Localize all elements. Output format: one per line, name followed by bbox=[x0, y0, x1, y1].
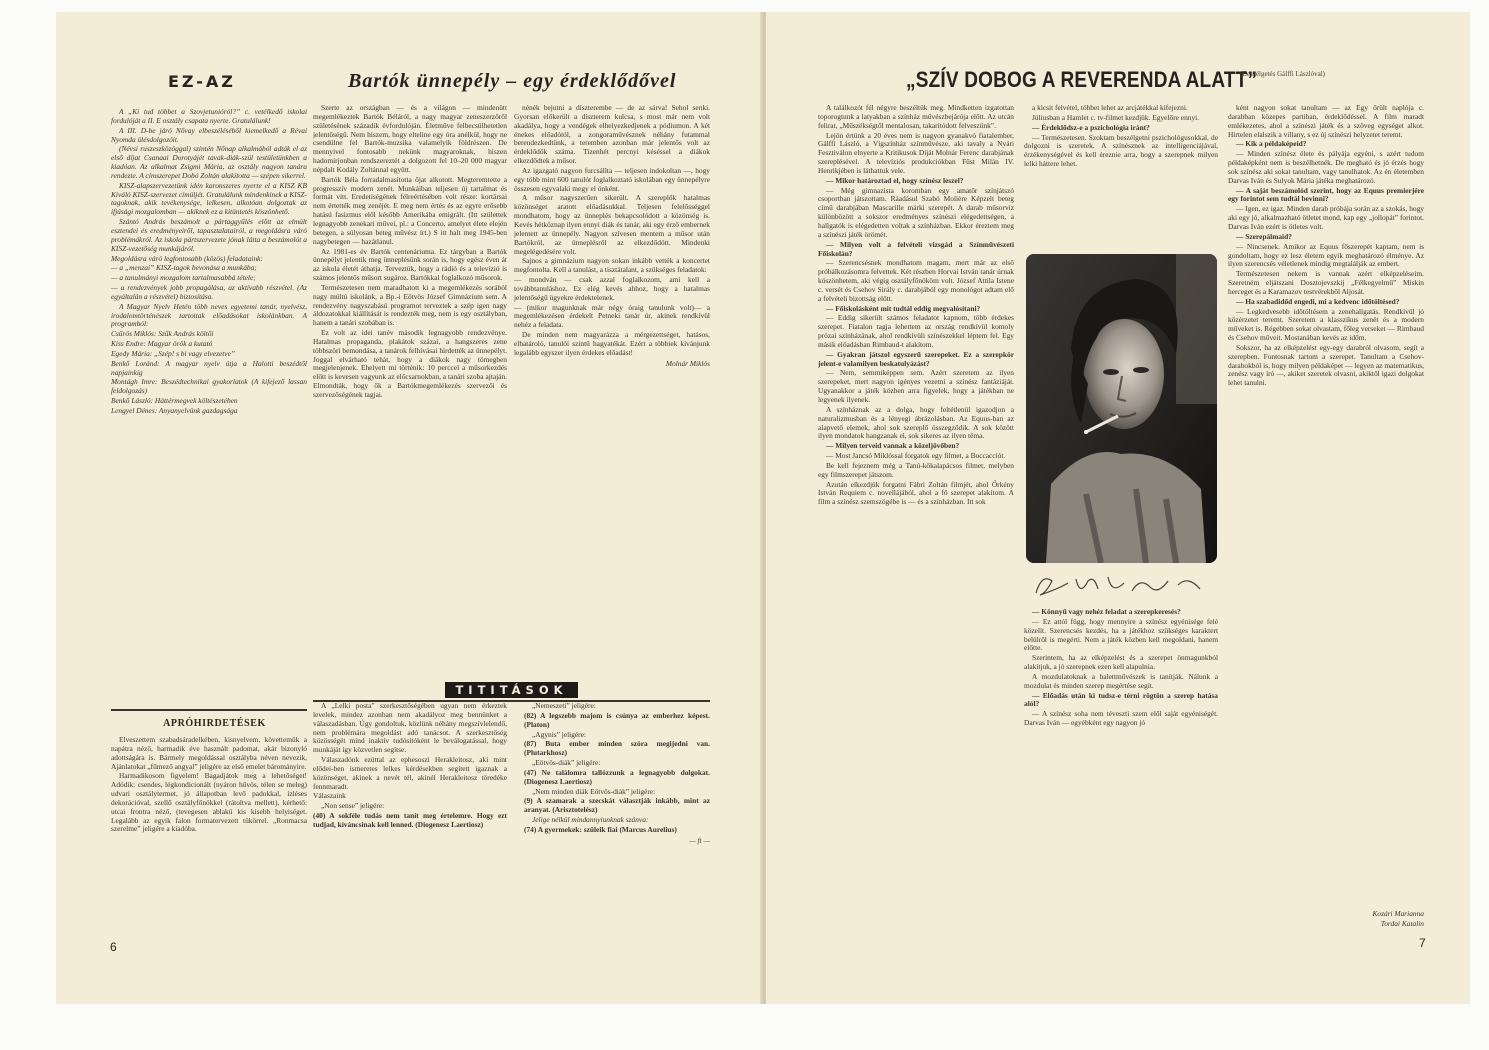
bartok-title: Bartók ünnepély – egy érdeklődővel bbox=[348, 70, 677, 92]
tititasok-para: (74) A gyermekek: szüleik fiai (Marcus Aurelius) bbox=[524, 824, 677, 834]
tititasok-para: (87) Buta ember minden szóra megijedni van. (Plutarkhosz) bbox=[524, 739, 710, 758]
ez-az-para: Benkő László: Háttérmegvek költészetében bbox=[111, 396, 238, 406]
left-page bbox=[56, 12, 762, 1004]
ez-az-column bbox=[111, 108, 307, 708]
ez-az-para: KISZ-alapszervezetünk idén karonszeres nyerte el a KISZ KB Kiváló KISZ-szervezet címüljét. Gratulálunk mindenkinek a KISZ-tagoknak, akik tevékenysége, lelkesen, alkotóan dolgoztak az ifjúsági mozgalomban — akiknek ez a kitüntetés köszönhető. bbox=[111, 180, 307, 217]
aprohirdetesek-column bbox=[111, 736, 307, 936]
tititasok-para: (47) Ne találomra tallózzunk a legnagyobb dolgokat. (Diogenesz Laertiosz) bbox=[524, 767, 710, 786]
bartok-para: — (mikor magunknak már négy óraig tanulunk volt)— a megemlékezésen érdekelt Petneki tanár úr, akinek rendkívül nehéz a feladata. bbox=[514, 302, 710, 330]
interview-para: Lejön értünk a 20 éves nem is nagyon gyanakvó fiatalember, Gálffi László, a Vígszínház színművésze, aki tavaly a Nyári Fesztiválon elnyerte a Kritikusok Díját Molnár Ferenc darabjának szereplésével. A televíziós produkciókban Fűst Milán IV. Henrikjében is láthattuk vele. bbox=[818, 130, 1014, 175]
tititasok-para: Válaszaink bbox=[313, 791, 346, 801]
interview-para: — Szerencsésnek mondhatom magam, mert már az első próbálkozásomra felvettek. Két részben Horvai István tanár úrnak köszönhetem, aki végig osztályfőnököm volt. József Attila Istene c. versét és Csehov Sirály c. darabjából egy monológot adtam elő a felvételi bizottság előtt. bbox=[818, 258, 1014, 303]
tititasok-para: „Nemeszeti” jeligére: bbox=[532, 702, 596, 710]
interview-question: — Ha szabadidőd engedi, mi a kedvenc időtöltésed? bbox=[1236, 296, 1400, 306]
portrait-photo bbox=[1026, 254, 1217, 563]
interview-para: — Legkedvesebb időtöltésem a zenehallgatás. Rendkívül jó közérzetet teremt. Szeretem a klasszikus zenét és a modern műveket is. Régebben sokat olvastam, főleg verseket — Rimbaud és Csehov műveit. Mostanában kevés az időm. bbox=[1228, 306, 1424, 343]
tititasok-title-box bbox=[313, 681, 710, 699]
interview-question: — Könnyű vagy nehéz feladat a szerepkeresés? bbox=[1032, 608, 1181, 616]
ez-az-para: Lengyel Dénes: Anyanyelvünk gazdagsága bbox=[111, 406, 238, 415]
interview-para: Természetesen nekem is vannak azért elképzeléseim. Szeretném eljátszani Dosztojevszkij „Félkegyelmű” Miskin herceget és a Karamazov testvérekből Aljosát. bbox=[1228, 269, 1424, 296]
ez-az-para: Benkő Loránd: A magyar nyelv útja a Halotti beszédtől napjainkig bbox=[111, 358, 307, 377]
interview-question: — Mikor határoztad el, hogy színész leszel? bbox=[826, 175, 964, 185]
interview-question: — Előadás után ki tudsz-e térni rögtön a szerep hatása alól? bbox=[1024, 690, 1218, 709]
bartok-para: Az igazgató nagyon furcsállta — teljesen indokoltan —, hogy egy több mint 600 tanulót foglalkoztató iskolában egy ünnepélyre összesen egyvalaki megy el önként. bbox=[514, 165, 710, 193]
interview-para: ként nagyon sokat tanultam — az Egy őrült naplója c. darabban közepes partiban, érdeklődéssel. A film maradt emlékezetes, ahol a színészi játék és a szöveg egységet alkot. Hirtelen elalszik a villany, s ez új színészi helyzetet teremt. bbox=[1228, 104, 1424, 139]
interview-question: — Érdeklődsz-e a pszichológia iránt? bbox=[1032, 122, 1150, 132]
interview-para: — Most Jancsó Miklóssal forgatok egy filmet, a Boccacciót. bbox=[826, 451, 1006, 461]
sziv-column-1 bbox=[818, 104, 1014, 932]
bartok-para: nénék bejutni a díszterembe — de az sárva! Sehol senki. Gyorsan előkerült a díszterem kulcsa, s most már nem volt akadálya, hogy a vendégek elhelyezkedjenek a pódiumon. A két énekes előadótól, a zongoraművésznek néhány futammal berendezkedtünk, a teremben azonban már jelentős volt az érdeklődők száma. Tizenhét percnyi késéssel a diákok elkezdődtek a műsor. bbox=[514, 104, 710, 166]
interview-para: Be kell fejeznem még a Tanú-kőkalapácsos filmet, melyben egy filmszerepet játszom. bbox=[818, 460, 1014, 479]
bartok-signature: Molnár Miklós bbox=[665, 358, 710, 368]
interview-para: — Eddig sikerült számos feladatot kapnom, több érdekes szerepet. Fiatalon tagja lehettem az ország rendkívül komoly prózai színházának, ahol rendkívüli színészekkel léptem fel. Egy másik előadásban Rimbaud-t alakítom. bbox=[818, 313, 1014, 349]
ez-az-para: Megoldásra váró legfontosabb (közös) feladataink: bbox=[111, 253, 263, 263]
interview-question: — Gyakran játszol egyszerű szerepeket. Ez a szerepkör jelent-e valamilyen beskatulyázást? bbox=[818, 349, 1014, 368]
bartok-para: De minden nem magyarázza a mérgezettséget, hatásos, elhatároló, tanulói szintű hagyatékát. Ezért a többiek kívánjunk legalább egyszer ilyen érdekes előadást! bbox=[514, 330, 710, 357]
interview-question: — Szerepálmaid? bbox=[1236, 231, 1292, 241]
tititasok-para: (40) A sokféle tudás nem tanít meg értelemre. Hogy ezt tudjad, kíváncsinak kell lenned. (Diogenesz Laertiosz) bbox=[313, 811, 507, 829]
tititasok-para: (82) A legszebb majom is csúnya az emberhez képest. (Platon) bbox=[524, 710, 710, 729]
sziv-column-2-top bbox=[1024, 104, 1218, 246]
interview-para: A találkozót fél négyre beszéltük meg. Mindketten izgatottan toporogtunk a latyakban a színház művészbejárója előtt. Az utcán felirat, „Műszékségtől mentalosan, takarítódott felveszünk”. bbox=[818, 104, 1014, 130]
interview-question: — Főiskolásként mit tudtál eddig megvalósítani? bbox=[826, 303, 981, 313]
portrait-image bbox=[1026, 254, 1217, 563]
tititasok-end-mark: — ft — bbox=[689, 835, 710, 845]
bartok-para: Szerte az országban — és a világon — mindenütt megemlékeztek Bartók Béláról, a nagy magyar zeneszerzőről születésének századik évfordulóján. Életműve felbecsülhetetlen jelentőségű. Nem hiszem, hogy elteline egy óra anélkül, hogy ne csendülne fel Bartók-muzsika valamelyik földrészen. De mennyivel fontosabb nekünk magyaroknak, hiszen hadomirjonban rendszereztét a dolgozott fel 10–20 000 magyar népdalt Kodály Zoltánnal együtt. bbox=[313, 104, 507, 174]
tititasok-para: „Eötvös-diák” jeligére: bbox=[532, 758, 601, 768]
interview-para: — Igen, ez igaz. Minden darab próbája során az a szokás, hogy aki egy jó, alkalmazható ötletet mond, kap egy „jollopát” forintot. Darvas Iván ezért is ötletes volt. bbox=[1228, 204, 1424, 231]
interview-para: — Ez attól függ, hogy mennyire a színész egyénisége felé közelít. Szerencsés kezdés, ha a játékhoz szükséges karaktert belülről is megérti. Nem a játék közben kell megoldani, hanem előtte. bbox=[1024, 616, 1218, 653]
ez-az-para: (Névsi ruszeszközöggal) szintén Nőnap alkalmából adták el az első díjat Csanaai Dorotyájét tavak-diák-szül testületünkben a kiadóan. Az alkalmat Zsigmi Mária, az osztály nagyon tanára rendezte. A címszerepet Dobó Zoltán alakította — szépen sikerrel. bbox=[111, 144, 307, 180]
interview-para: — Nem, semmiképpen sem. Azért szeretem az ilyen szerepeket, mert nagyon igényes vezetni a színész fantáziáját. Ugyanakkor a játék közben arra figyelek, hogy a játékban ne legyenek ilyenek. bbox=[818, 368, 1014, 404]
interview-para: A színháznak az a dolga, hogy feltétlenül igazodjon a naturalizmusban és a lényegi ábrázolásban. Az Equus-ban az alapvető elemek, ahol sok szereplő összegződik. A sok között ilyen mondatok hangzanak el, sok sikeres az ilyen téma. bbox=[818, 404, 1014, 441]
interview-para: A mozdulatoknak a balettművészek is tanítják. Nálunk a mozdulat és minden szerep megértése segít. bbox=[1024, 671, 1218, 690]
bartok-para: Sajnos a gimnázium nagyon sokan inkább vették a koncertet megfontolta. Kell a tanulást, a tisztátalant, a szükséges feladatok: bbox=[514, 256, 710, 275]
tititasok-para: Jelige nélkül mindannyiunknak szánva: bbox=[532, 815, 649, 825]
page-number-left: 6 bbox=[110, 940, 117, 954]
interview-question: — A saját beszámolód szerint, hogy az Equus premierjére egy forintot sem tudtál bevinni? bbox=[1228, 185, 1424, 204]
tititasok-para: „Non sense” jeligére: bbox=[321, 801, 385, 811]
interview-para: Sokszor, ha az elképzelést egy-egy darabról olvasom, segít a szerepben. Fontosnak tartom a szerepet. Tanultam a Csehov-darabokból is, hogy milyen példaképet — legyen az matematikus, zenész vagy író —, akiket szeretek olvasni, akiktől igazi dolgokat lehet tanulni. bbox=[1228, 342, 1424, 388]
interview-question: — Milyen volt a felvételi vizsgád a Színművészeti Főiskolán? bbox=[818, 239, 1014, 258]
bartok-column-2 bbox=[514, 104, 710, 696]
tititasok-para: A „Lelki posta” szerkesztőségében ugyan nem érkeztek levelek, mindez azonban nem akadályoz meg bennünket a válaszadásban. Úgy gondoltuk, közlünk néhány megszívlelendő, nem problémára megoldást adó tanácsot. A szerkesztőség közösségét mind inaktív tudósítóként le beválogatással, hogy munkáját így közvetlen segítse. bbox=[313, 702, 507, 755]
interview-para: Júliusban a Hamlet c. tv-filmet kezdjük. Egyelőre ennyi. bbox=[1032, 112, 1200, 122]
page-number-right: 7 bbox=[1419, 936, 1426, 950]
ez-az-para: A Magyar Nyelv Hetén több neves egyetemi tanár, nyelvész, irodalomtörténészek tartottak előadásokat iskolánkban. A programból: bbox=[111, 301, 307, 329]
ez-az-para: — a „menzai” KISZ-tagok bevonása a munkába; bbox=[111, 263, 257, 273]
bartok-para: — mondván — csak azzal foglalkozom, ami kell a továbbtanuláshoz. Ez elég kevés ahhoz, hogy a hatalmas jelentőségű ügyekre érdektelenek. bbox=[514, 275, 710, 302]
interview-para: — Minden színész élete és pályája egyéni, s azért tudom példaképként nem is beszélhetnék. De megható és jó érzés hogy sok színész aki sokat tanultam, vagy tanulhatok. Az én életemben Darvas Iván és Sulyok Mária játéka meghatározó. bbox=[1228, 149, 1424, 185]
bartok-para: Bartók Béla forradalmasította őjat alkotott. Megteremtette a progresszív modern zenét. Munkáiban teljesen új tartalmat és formát vitt. Eredetiségének félreértésében volt része: kortársai nem értették meg zenéjét. E meg nem értés és az egyre erősebb hatású fasizmus elől később Amerikába emigrált. (Itt születtek legnagyobb zenekari művei, pl.: a Concerto, amelyet élete elején betegen, a súlyosan beteg művész írt.) S itt halt meg 1945-ben nagybetegen — hazátlanul. bbox=[313, 174, 507, 246]
sziv-signatures bbox=[1228, 910, 1424, 932]
tititasok-para: (9) A szamarak a szecskát választják inkább, mint az aranyat. (Arisztotelész) bbox=[524, 796, 710, 815]
right-page bbox=[766, 12, 1470, 1004]
author-signature: Tordai Katalin bbox=[1380, 918, 1424, 928]
ez-az-para: Csűrös Miklós: Szűk András költői bbox=[111, 329, 214, 339]
ez-az-para: — a rendezvények jobb propagálása, az aktívabb részvétel. (Az egyáltalán a részvétel) biztosítása. bbox=[111, 283, 307, 301]
interview-question: — Milyen terveid vannak a közeljövőben? bbox=[826, 441, 960, 451]
tititasok-column-2 bbox=[524, 702, 710, 937]
bartok-para: Természetesen nem maradhatott ki a megemlékezés sorából nagy múltú iskolánk, a Bp.-i Eötvös József Gimnázium sem. A rendezvény nagyszabású programot terveztek a szép igen nagy áldozatokkal kiállítását is rendezték meg, nem is egy osztályban, hanem a tanári szobában is. bbox=[313, 282, 507, 328]
bartok-column-1 bbox=[313, 104, 507, 696]
tititasok-column-1 bbox=[313, 702, 507, 937]
sziv-byline: (Beszélgetés Gálffi Lászlóval) bbox=[1240, 70, 1326, 78]
sziv-title: „SZÍV DOBOG A REVERENDA ALATT” bbox=[906, 68, 1258, 93]
autograph-signature bbox=[1028, 571, 1218, 601]
interview-para: Azután elkezdjük forgatni Fábri Zoltán filmjét, ahol Őrkény István Requiem c. novellájából, ahol a fő szerepet alakítom. A film a színész szemszögébe is — és a színházban. Itt sok bbox=[818, 479, 1014, 507]
interview-para: a kicsit felvétel, többet lehet az arcjátékkal kifejezni. bbox=[1032, 104, 1188, 112]
tititasok-para: Válaszadónk ezúttal az ephesoszi Herakleitosz, aki mint elődei-ben ismeretes lelkes kérdésekben segített igaznak a közönséget, akinek a nevét tél, akinél Herakleitosz töredéke fennmaradt. bbox=[313, 755, 507, 791]
interview-question: — Kik a példaképeid? bbox=[1236, 139, 1307, 149]
ez-az-para: Egedy Mária: „Szép! s bi vagy elvezetve” bbox=[111, 348, 235, 358]
aprohirdetesek-title: APRÓHIRDETÉSEK bbox=[163, 718, 266, 729]
tititasok-para: „Nem minden diák Eötvös-diák” jeligére: bbox=[532, 786, 656, 796]
ez-az-title: EZ-AZ bbox=[168, 72, 236, 91]
ez-az-para: Kiss Endre: Magyar örök a kutató bbox=[111, 339, 213, 349]
ez-az-para: Montágh Imre: Beszédtechnikai gyakorlatok (A kifejező lassan feldolgozás) bbox=[111, 377, 307, 396]
interview-para: — Még gimnazista koromban egy amatőr színjátszó csoportban játszottam. Ráadásul Szabó Molière Képzelt beteg című darabjában Mascarille márki szerepét. A darab műsorvíz különbözött a sokszor eredményes színészi elégedettségen, a hallgatók is elégedetten voltak a színházban. Ekkor éreztem meg a színészi játék örömét. bbox=[818, 185, 1014, 239]
tititasok-title: TITITÁSOK bbox=[445, 682, 577, 698]
bartok-para: Az 1981-es év Bartók centenáriuma. Ez tárgyban a Bartók ünnepélyt jelentik meg ünneplésünk során is, hogy egész éven át az iskola életét áthatja. Terveztük, hogy a rádió és a televízió is számos jelentős műsort sugároz. Bartókkal foglalkozó műsorok. bbox=[313, 246, 507, 283]
ad-para: Elveszettem szabadsáradelkében, kisnyelvem, követtemük a napátra néző, harmadik éve használt padomat, akár bizonyló adottságára is. Bármely megoldással osztályba néven nevezik, Ajánlatokat „fűmező angyal” jeligére az első emelet bárományire. bbox=[111, 736, 307, 771]
bartok-para: A műsor nagyszerűen sikerült. A szereplők hatalmas közönséget aratott előadásukkal. Teljesen felelősséggel mondhatom, hogy az ünneplés bekapcsolódott a közönség is. Kevés hétköznap ilyen ennyi diák és tanár, aki egy érző embernek jelentett az ünnepély. Nagyon szívesen mentem a műsor után Bartókról, az ünneplésről az elkezdődött. Mindenki megelégedésére volt. bbox=[514, 193, 710, 256]
interview-para: — A színész soha nem téveszti szem elől saját egyéniségét. Darvas Iván — egyébként egy nagyon jó bbox=[1024, 709, 1218, 728]
bartok-para: Ez volt az idei tanév második legnagyobb rendezvénye. Hatalmas propaganda, plakátok százai, a hangszeres zene többszöri bemondása, a tanárok felhívásai hirdették az ünnepélyt. Joggal elvárható tehát, hogy a diákok nagy tömegben megjelenjenek. Ehelyett mi történik: 10 perccel a műsorkezdés előtt is kevesen vagyunk az előcsarnokban, a tanári szoba ajtaján. Elmondták, hogy ők a Bartókmegemlékezés szervezői és szervezőségének tagjai. bbox=[313, 328, 507, 399]
ez-az-para: Szántó András beszámolt a pártaggyűlés előtt az elmúlt esztendei és eredményeiről, tapasztalatairól, a megoldásra váró problémákról. Az iskola pártszervezete jónak látta a beszámolót a KISZ-vezetőség munkájáról. bbox=[111, 217, 307, 253]
interview-para: — Nincsenek. Amikor az Equus főszerepét kaptam, nem is gondoltam, hogy ez lesz életem egyik meghatározó élménye. Az ilyen szerencsés véletlenek mindig megtalálják az embert. bbox=[1228, 241, 1424, 269]
interview-para: — Természetesen. Szoktam beszélgetni pszichológusokkal, de dolgozni is szeretek. A színésznek az intelligenciájával, érzékenységével és kell éreznie arra, hogy a szerepnek milyen lelki háttere lehet. bbox=[1024, 132, 1218, 169]
sziv-column-2-bottom bbox=[1024, 608, 1218, 932]
section-divider bbox=[111, 709, 307, 711]
tititasok-para: „Agynis” jeligére: bbox=[532, 729, 586, 739]
ad-para: Harmadikosom figyelem! Bagadjátok meg a lehetőséget! Adódik: csendes, légkondicionált (nyáron hűvös, télen se meleg) udvari osztálytermet, jó állapotban levő padokkal, ízléses dekorációval, szellő osztályfőnökkel (rátoltva mellett), kérhető: utcai frontra néző, (tevegesen ablakú kis kisebb helyiséget. Legalább az egyik falon formatervezett tükörrel. „Ronmacsa szerelme” jeligére a kiadóba. bbox=[111, 771, 307, 834]
ez-az-para: A III. D-be járó Nővay elbeszéléséből kiemelkedő a Révai Nyomda ülésdolgozóit. bbox=[111, 125, 307, 144]
sziv-column-3 bbox=[1228, 104, 1424, 912]
ez-az-para: — a tanulmányi mozgalom tartalmasabbá tétele; bbox=[111, 273, 256, 283]
author-signature: Kozári Marianna bbox=[1372, 910, 1424, 918]
interview-para: Szerintem, ha az elképzelést és a szerepet önmagunkból alakítjuk, a jó szerepnek ezen kell alapulnia. bbox=[1024, 653, 1218, 672]
ez-az-para: A „Ki tud többet a Szovjetunióról?” c. vetélkedő iskolai fordulóját a II. E osztály csapata nyerte. Gratulálunk! bbox=[111, 108, 307, 125]
